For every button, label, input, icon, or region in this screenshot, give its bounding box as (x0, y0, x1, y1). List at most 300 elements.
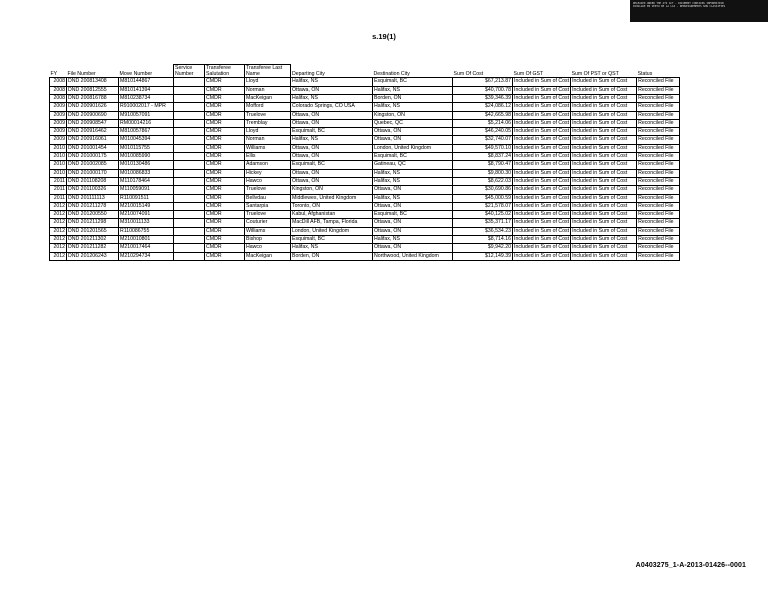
cell-sum-of-pst: Included in Sum of Cost (571, 211, 637, 219)
cell-service-number (174, 136, 205, 144)
table-body (50, 78, 680, 261)
cell-fy: 2009 (50, 111, 67, 119)
cell-move-number: M210294734 (119, 252, 174, 260)
col-header-move-number: Move Number (119, 71, 153, 78)
cell-file-number: DND 201111113 (67, 194, 119, 202)
cell-status: Reconciled File (637, 236, 680, 244)
cell-fy: 2011 (50, 186, 67, 194)
cell-sum-of-pst: Included in Sum of Cost (571, 111, 637, 119)
cell-move-number: M010086833 (119, 169, 174, 177)
cell-service-number (174, 236, 205, 244)
cell-sum-of-pst: Included in Sum of Cost (571, 136, 637, 144)
cell-service-number (174, 211, 205, 219)
cell-move-number: M810141394 (119, 86, 174, 94)
cell-file-number: DND 201201565 (67, 227, 119, 235)
cell-sum-of-cost: $35,371.17 (453, 219, 513, 227)
cell-move-number: R110091511 (119, 194, 174, 202)
cell-salutation: CMDR (205, 144, 245, 152)
cell-last-name: Hawco (245, 177, 291, 185)
cell-sum-of-cost: $67,213.87 (453, 78, 513, 86)
cell-status: Reconciled File (637, 86, 680, 94)
cell-departing-city: Ottawa, ON (291, 144, 373, 152)
cell-salutation: CMDR (205, 153, 245, 161)
cell-salutation: CMDR (205, 86, 245, 94)
cell-sum-of-pst: Included in Sum of Cost (571, 144, 637, 152)
cell-salutation: CMDR (205, 211, 245, 219)
cell-service-number (174, 227, 205, 235)
cell-sum-of-gst: Included in Sum of Cost (514, 227, 570, 234)
cell-sum-of-gst: Included in Sum of Cost (514, 119, 570, 126)
cell-sum-of-gst: Included in Sum of Cost (514, 219, 570, 226)
cell-salutation: CMDR (205, 119, 245, 127)
cell-salutation: CMDR (205, 111, 245, 119)
cell-departing-city: Ottawa, ON (291, 153, 373, 161)
cell-service-number (174, 252, 205, 260)
cell-file-number: DND 200900690 (67, 111, 119, 119)
cell-move-number: R910002017 - MPR (119, 103, 174, 111)
cell-fy: 2009 (50, 128, 67, 136)
cell-file-number: DND 200812555 (67, 86, 119, 94)
cell-status: Reconciled File (637, 103, 680, 111)
table-row (50, 244, 680, 252)
cell-sum-of-cost: $40,125.02 (453, 211, 513, 219)
col-header-transferee-salutation: Transferee Salutation (205, 65, 245, 78)
table-row (50, 227, 680, 235)
cell-move-number: RM00014216 (119, 119, 174, 127)
cell-sum-of-cost: $12,149.39 (453, 252, 513, 260)
cell-service-number (174, 119, 205, 127)
cell-last-name: Hawco (245, 244, 291, 252)
cell-sum-of-cost: $8,837.24 (453, 153, 513, 161)
cell-destination-city: Ottawa, ON (373, 186, 453, 194)
col-header-sum-of-pst: Sum Of PST or QST (571, 71, 619, 78)
col-header-sum-of-gst: Sum Of GST (513, 71, 544, 78)
cell-file-number: DND 201000170 (67, 169, 119, 177)
cell-file-number: DND 201211298 (67, 219, 119, 227)
cell-sum-of-pst: Included in Sum of Cost (571, 202, 637, 210)
cell-last-name: Truelove (245, 186, 291, 194)
cell-departing-city: Ottawa, ON (291, 169, 373, 177)
cell-sum-of-gst: Included in Sum of Cost (514, 111, 570, 118)
col-header-transferee-last-name: Transferee Last Name (245, 65, 291, 78)
col-header-fy: FY (50, 71, 58, 78)
cell-departing-city: MacDill AFB, Tampa, Florida (291, 219, 373, 227)
cell-destination-city: Esquimalt, BC (373, 153, 453, 161)
cell-salutation: CMDR (205, 244, 245, 252)
cell-destination-city: Ottawa, ON (373, 128, 453, 136)
release-stamp (630, 0, 768, 22)
cell-service-number (174, 219, 205, 227)
cell-destination-city: Halifax, NS (373, 169, 453, 177)
cell-sum-of-cost: $30,690.86 (453, 186, 513, 194)
cell-sum-of-cost: $8,790.47 (453, 161, 513, 169)
col-header-departing-city: Departing City (292, 71, 325, 78)
cell-last-name: Santarpia (245, 202, 291, 210)
col-header-status: Status (637, 71, 653, 78)
cell-move-number: R110086755 (119, 227, 174, 235)
col-header-sum-of-cost: Sum Of Cost (453, 71, 484, 78)
cell-status: Reconciled File (637, 161, 680, 169)
cell-fy: 2012 (50, 211, 67, 219)
cell-sum-of-pst: Included in Sum of Cost (571, 128, 637, 136)
cell-fy: 2008 (50, 78, 67, 86)
cell-file-number: DND 201100326 (67, 186, 119, 194)
cell-salutation: CMDR (205, 227, 245, 235)
cell-file-number: DND 201001454 (67, 144, 119, 152)
cell-fy: 2008 (50, 95, 67, 103)
cell-sum-of-cost: $8,714.16 (453, 236, 513, 244)
cell-move-number: M810144867 (119, 78, 174, 86)
cell-sum-of-gst: Included in Sum of Cost (514, 128, 570, 135)
cell-destination-city: Ottawa, ON (373, 219, 453, 227)
cell-salutation: CMDR (205, 136, 245, 144)
cell-last-name: Truelove (245, 211, 291, 219)
cell-sum-of-pst: Included in Sum of Cost (571, 236, 637, 244)
cell-service-number (174, 86, 205, 94)
cell-departing-city: Esquimalt, BC (291, 236, 373, 244)
cell-destination-city: Halifax, NS (373, 86, 453, 94)
cell-status: Reconciled File (637, 78, 680, 86)
cell-service-number (174, 244, 205, 252)
cell-salutation: CMDR (205, 186, 245, 194)
cell-status: Reconciled File (637, 202, 680, 210)
cell-destination-city: Halifax, NS (373, 194, 453, 202)
cell-destination-city: Quebec, QC (373, 119, 453, 127)
cell-salutation: CMDR (205, 103, 245, 111)
cell-destination-city: Ottawa, ON (373, 227, 453, 235)
cell-sum-of-pst: Included in Sum of Cost (571, 78, 637, 86)
cell-salutation: CMDR (205, 169, 245, 177)
cell-status: Reconciled File (637, 111, 680, 119)
cell-salutation: CMDR (205, 161, 245, 169)
cell-fy: 2011 (50, 177, 67, 185)
cell-sum-of-gst: Included in Sum of Cost (514, 186, 570, 193)
cell-departing-city: Toronto, ON (291, 202, 373, 210)
cell-last-name: Couturier (245, 219, 291, 227)
cell-sum-of-gst: Included in Sum of Cost (514, 136, 570, 143)
cell-sum-of-gst: Included in Sum of Cost (514, 153, 570, 160)
cell-destination-city: Halifax, NS (373, 236, 453, 244)
cell-salutation: CMDR (205, 252, 245, 260)
cell-move-number: M010085990 (119, 153, 174, 161)
cell-sum-of-pst: Included in Sum of Cost (571, 119, 637, 127)
cell-sum-of-pst: Included in Sum of Cost (571, 244, 637, 252)
document-id-footer: A0403275_1-A-2013-01426--0001 (635, 562, 746, 569)
cell-sum-of-pst: Included in Sum of Cost (571, 169, 637, 177)
cell-service-number (174, 153, 205, 161)
cell-destination-city: Halifax, NS (373, 177, 453, 185)
cell-sum-of-cost: $5,214.06 (453, 119, 513, 127)
cell-status: Reconciled File (637, 194, 680, 202)
cell-last-name: Tremblay (245, 119, 291, 127)
cell-last-name: Bellvdau (245, 194, 291, 202)
cell-sum-of-pst: Included in Sum of Cost (571, 153, 637, 161)
cell-sum-of-cost: $9,942.20 (453, 244, 513, 252)
table-row (50, 128, 680, 136)
cell-move-number: M110059091 (119, 186, 174, 194)
cell-departing-city: Halifax, NS (291, 244, 373, 252)
table-row (50, 219, 680, 227)
cell-departing-city: Middlewes, United Kingdom (291, 194, 373, 202)
cell-salutation: CMDR (205, 177, 245, 185)
cell-move-number: M910057091 (119, 111, 174, 119)
cell-move-number: M110178464 (119, 177, 174, 185)
cell-fy: 2012 (50, 252, 67, 260)
cell-fy: 2011 (50, 194, 67, 202)
cell-sum-of-gst: Included in Sum of Cost (514, 177, 570, 184)
cell-departing-city: Colorado Springs, CO USA (291, 103, 373, 111)
cell-service-number (174, 177, 205, 185)
cell-destination-city: London, United Kingdom (373, 144, 453, 152)
cell-departing-city: Kabul, Afghanistan (291, 211, 373, 219)
cell-move-number: M210074091 (119, 211, 174, 219)
cell-move-number: M010130486 (119, 161, 174, 169)
table-row (50, 153, 680, 161)
cell-move-number: M810057867 (119, 128, 174, 136)
cell-destination-city: Gatineau, QC (373, 161, 453, 169)
cell-last-name: Norman (245, 136, 291, 144)
cell-last-name: Williams (245, 227, 291, 235)
cell-file-number: DND 201206243 (67, 252, 119, 260)
cell-service-number (174, 128, 205, 136)
cell-departing-city: Ottawa, ON (291, 86, 373, 94)
cell-fy: 2010 (50, 169, 67, 177)
cell-departing-city: Halifax, NS (291, 95, 373, 103)
cell-status: Reconciled File (637, 128, 680, 136)
cell-sum-of-cost: $24,086.12 (453, 103, 513, 111)
cell-sum-of-gst: Included in Sum of Cost (514, 252, 570, 259)
table-row (50, 169, 680, 177)
table-row (50, 202, 680, 210)
cell-sum-of-gst: Included in Sum of Cost (514, 161, 570, 168)
cell-file-number: DND 200916462 (67, 128, 119, 136)
cell-move-number: M310011133 (119, 219, 174, 227)
cell-salutation: CMDR (205, 236, 245, 244)
table-row (50, 236, 680, 244)
cell-departing-city: Esquimalt, BC (291, 161, 373, 169)
cell-destination-city: Borden, ON (373, 95, 453, 103)
cell-file-number: DND 201211282 (67, 244, 119, 252)
cell-last-name: Bishop (245, 236, 291, 244)
cell-sum-of-gst: Included in Sum of Cost (514, 169, 570, 176)
cell-sum-of-cost: $9,800.30 (453, 169, 513, 177)
cell-fy: 2009 (50, 103, 67, 111)
cell-sum-of-cost: $32,740.07 (453, 136, 513, 144)
cell-departing-city: Halifax, NS (291, 78, 373, 86)
cell-fy: 2009 (50, 136, 67, 144)
cell-sum-of-gst: Included in Sum of Cost (514, 194, 570, 201)
cell-service-number (174, 194, 205, 202)
table-row (50, 119, 680, 127)
table-row (50, 161, 680, 169)
table-row (50, 111, 680, 119)
cell-sum-of-cost: $21,578.07 (453, 202, 513, 210)
table-row (50, 186, 680, 194)
cell-fy: 2012 (50, 202, 67, 210)
exemption-section-label: s.19(1) (372, 32, 396, 41)
cell-departing-city: Ottawa, ON (291, 119, 373, 127)
cell-sum-of-cost: $45,000.59 (453, 194, 513, 202)
table-row (50, 103, 680, 111)
cell-last-name: Williams (245, 144, 291, 152)
cell-status: Reconciled File (637, 169, 680, 177)
cell-last-name: Ellis (245, 153, 291, 161)
cell-sum-of-cost: $36,534.23 (453, 227, 513, 235)
cell-departing-city: Ottawa, ON (291, 177, 373, 185)
cell-salutation: CMDR (205, 128, 245, 136)
cell-fy: 2010 (50, 153, 67, 161)
col-header-service-number: Service Number (174, 65, 205, 78)
cell-sum-of-pst: Included in Sum of Cost (571, 252, 637, 260)
cell-file-number: DND 201002085 (67, 161, 119, 169)
cell-sum-of-gst: Included in Sum of Cost (514, 103, 570, 110)
table-row (50, 78, 680, 86)
cell-file-number: DND 201000175 (67, 153, 119, 161)
col-header-file-number: File Number (67, 71, 96, 78)
cell-file-number: DND 200916061 (67, 136, 119, 144)
cell-departing-city: Kingston, ON (291, 186, 373, 194)
cell-last-name: Norman (245, 86, 291, 94)
cell-destination-city: Ottawa, ON (373, 136, 453, 144)
cell-service-number (174, 161, 205, 169)
cell-file-number: DND 201200550 (67, 211, 119, 219)
cell-destination-city: Northwood, United Kingdom (373, 252, 453, 260)
stamp-line-1: RELEASED UNDER THE ATI ACT - DOCUMENT CONTAINS INFORMATION (633, 2, 724, 5)
cell-sum-of-cost: $46,240.05 (453, 128, 513, 136)
cell-fy: 2012 (50, 219, 67, 227)
cell-status: Reconciled File (637, 186, 680, 194)
cell-sum-of-cost: $42,665.98 (453, 111, 513, 119)
cell-sum-of-gst: Included in Sum of Cost (514, 95, 570, 101)
cell-sum-of-pst: Included in Sum of Cost (571, 161, 637, 169)
cell-status: Reconciled File (637, 144, 680, 152)
cell-destination-city: Ottawa, ON (373, 244, 453, 252)
cell-fy: 2012 (50, 227, 67, 235)
col-header-destination-city: Destination City (373, 71, 410, 78)
cell-sum-of-pst: Included in Sum of Cost (571, 227, 637, 235)
cell-last-name: Mofford (245, 103, 291, 111)
cell-sum-of-pst: Included in Sum of Cost (571, 86, 637, 94)
cell-departing-city: Borden, ON (291, 252, 373, 260)
cell-move-number: M010115755 (119, 144, 174, 152)
cell-move-number: M210017464 (119, 244, 174, 252)
cell-sum-of-gst: Included in Sum of Cost (514, 202, 570, 209)
cell-status: Reconciled File (637, 136, 680, 144)
cell-move-number: M010045394 (119, 136, 174, 144)
cell-file-number: DND 200813408 (67, 78, 119, 86)
cell-move-number: M210010801 (119, 236, 174, 244)
table-row (50, 211, 680, 219)
cell-salutation: CMDR (205, 202, 245, 210)
cell-salutation: CMDR (205, 219, 245, 227)
cell-status: Reconciled File (637, 252, 680, 260)
cell-status: Reconciled File (637, 95, 680, 103)
table-row (50, 136, 680, 144)
cell-salutation: CMDR (205, 95, 245, 103)
cell-sum-of-pst: Included in Sum of Cost (571, 103, 637, 111)
cell-sum-of-pst: Included in Sum of Cost (571, 95, 637, 103)
cell-departing-city: London, United Kingdom (291, 227, 373, 235)
cell-sum-of-cost: $49,570.10 (453, 144, 513, 152)
cell-last-name: Lloyd (245, 128, 291, 136)
cell-file-number: DND 200901626 (67, 103, 119, 111)
cell-service-number (174, 169, 205, 177)
cell-sum-of-gst: Included in Sum of Cost (514, 78, 570, 85)
cell-sum-of-gst: Included in Sum of Cost (514, 211, 570, 218)
cell-sum-of-cost: $40,700.78 (453, 86, 513, 94)
table-row (50, 144, 680, 152)
cell-fy: 2009 (50, 119, 67, 127)
cell-file-number: DND 201211278 (67, 202, 119, 210)
cell-destination-city: Kingston, ON (373, 111, 453, 119)
table-row (50, 177, 680, 185)
cell-move-number: M210015149 (119, 202, 174, 210)
cell-salutation: CMDR (205, 194, 245, 202)
cell-last-name: MacKeigan (245, 252, 291, 260)
cell-destination-city: Ottawa, ON (373, 202, 453, 210)
cell-status: Reconciled File (637, 227, 680, 235)
cell-sum-of-pst: Included in Sum of Cost (571, 177, 637, 185)
cell-departing-city: Esquimalt, BC (291, 128, 373, 136)
cell-status: Reconciled File (637, 177, 680, 185)
cell-file-number: DND 201211302 (67, 236, 119, 244)
cell-status: Reconciled File (637, 119, 680, 127)
cell-fy: 2012 (50, 244, 67, 252)
table-row (50, 86, 680, 94)
cell-sum-of-pst: Included in Sum of Cost (571, 186, 637, 194)
cell-sum-of-gst: Included in Sum of Cost (514, 86, 570, 93)
cell-service-number (174, 95, 205, 103)
cell-fy: 2012 (50, 236, 67, 244)
cell-sum-of-pst: Included in Sum of Cost (571, 219, 637, 227)
cell-move-number: M810238734 (119, 95, 174, 103)
cell-sum-of-cost: $39,346.39 (453, 95, 513, 103)
cell-last-name: Adamson (245, 161, 291, 169)
cell-departing-city: Halifax, NS (291, 136, 373, 144)
cell-status: Reconciled File (637, 244, 680, 252)
cell-fy: 2010 (50, 161, 67, 169)
table-row (50, 95, 680, 103)
cell-departing-city: Ottawa, ON (291, 111, 373, 119)
cell-service-number (174, 103, 205, 111)
cell-last-name: Hickey (245, 169, 291, 177)
cell-service-number (174, 78, 205, 86)
cell-sum-of-cost: $8,622.03 (453, 177, 513, 185)
cell-last-name: MacKeigan (245, 95, 291, 103)
cell-service-number (174, 186, 205, 194)
cell-last-name: Truelove (245, 111, 291, 119)
table-row (50, 252, 680, 260)
cell-sum-of-gst: Included in Sum of Cost (514, 244, 570, 251)
cell-sum-of-gst: Included in Sum of Cost (514, 236, 570, 243)
stamp-line-2: DIVULGUÉ EN VERTU DE LA LAI - RENSEIGNEMENTS NON CLASSIFIÉS (633, 5, 726, 8)
cell-fy: 2008 (50, 86, 67, 94)
cell-last-name: Lloyd (245, 78, 291, 86)
cell-sum-of-gst: Included in Sum of Cost (514, 144, 570, 151)
cell-status: Reconciled File (637, 219, 680, 227)
cell-service-number (174, 111, 205, 119)
cell-service-number (174, 144, 205, 152)
cell-salutation: CMDR (205, 78, 245, 86)
cell-file-number: DND 201108208 (67, 177, 119, 185)
cell-fy: 2010 (50, 144, 67, 152)
cell-service-number (174, 202, 205, 210)
cell-status: Reconciled File (637, 211, 680, 219)
table-header-row (50, 65, 680, 78)
cell-file-number: DND 200816788 (67, 95, 119, 103)
cell-status: Reconciled File (637, 153, 680, 161)
table-row (50, 194, 680, 202)
